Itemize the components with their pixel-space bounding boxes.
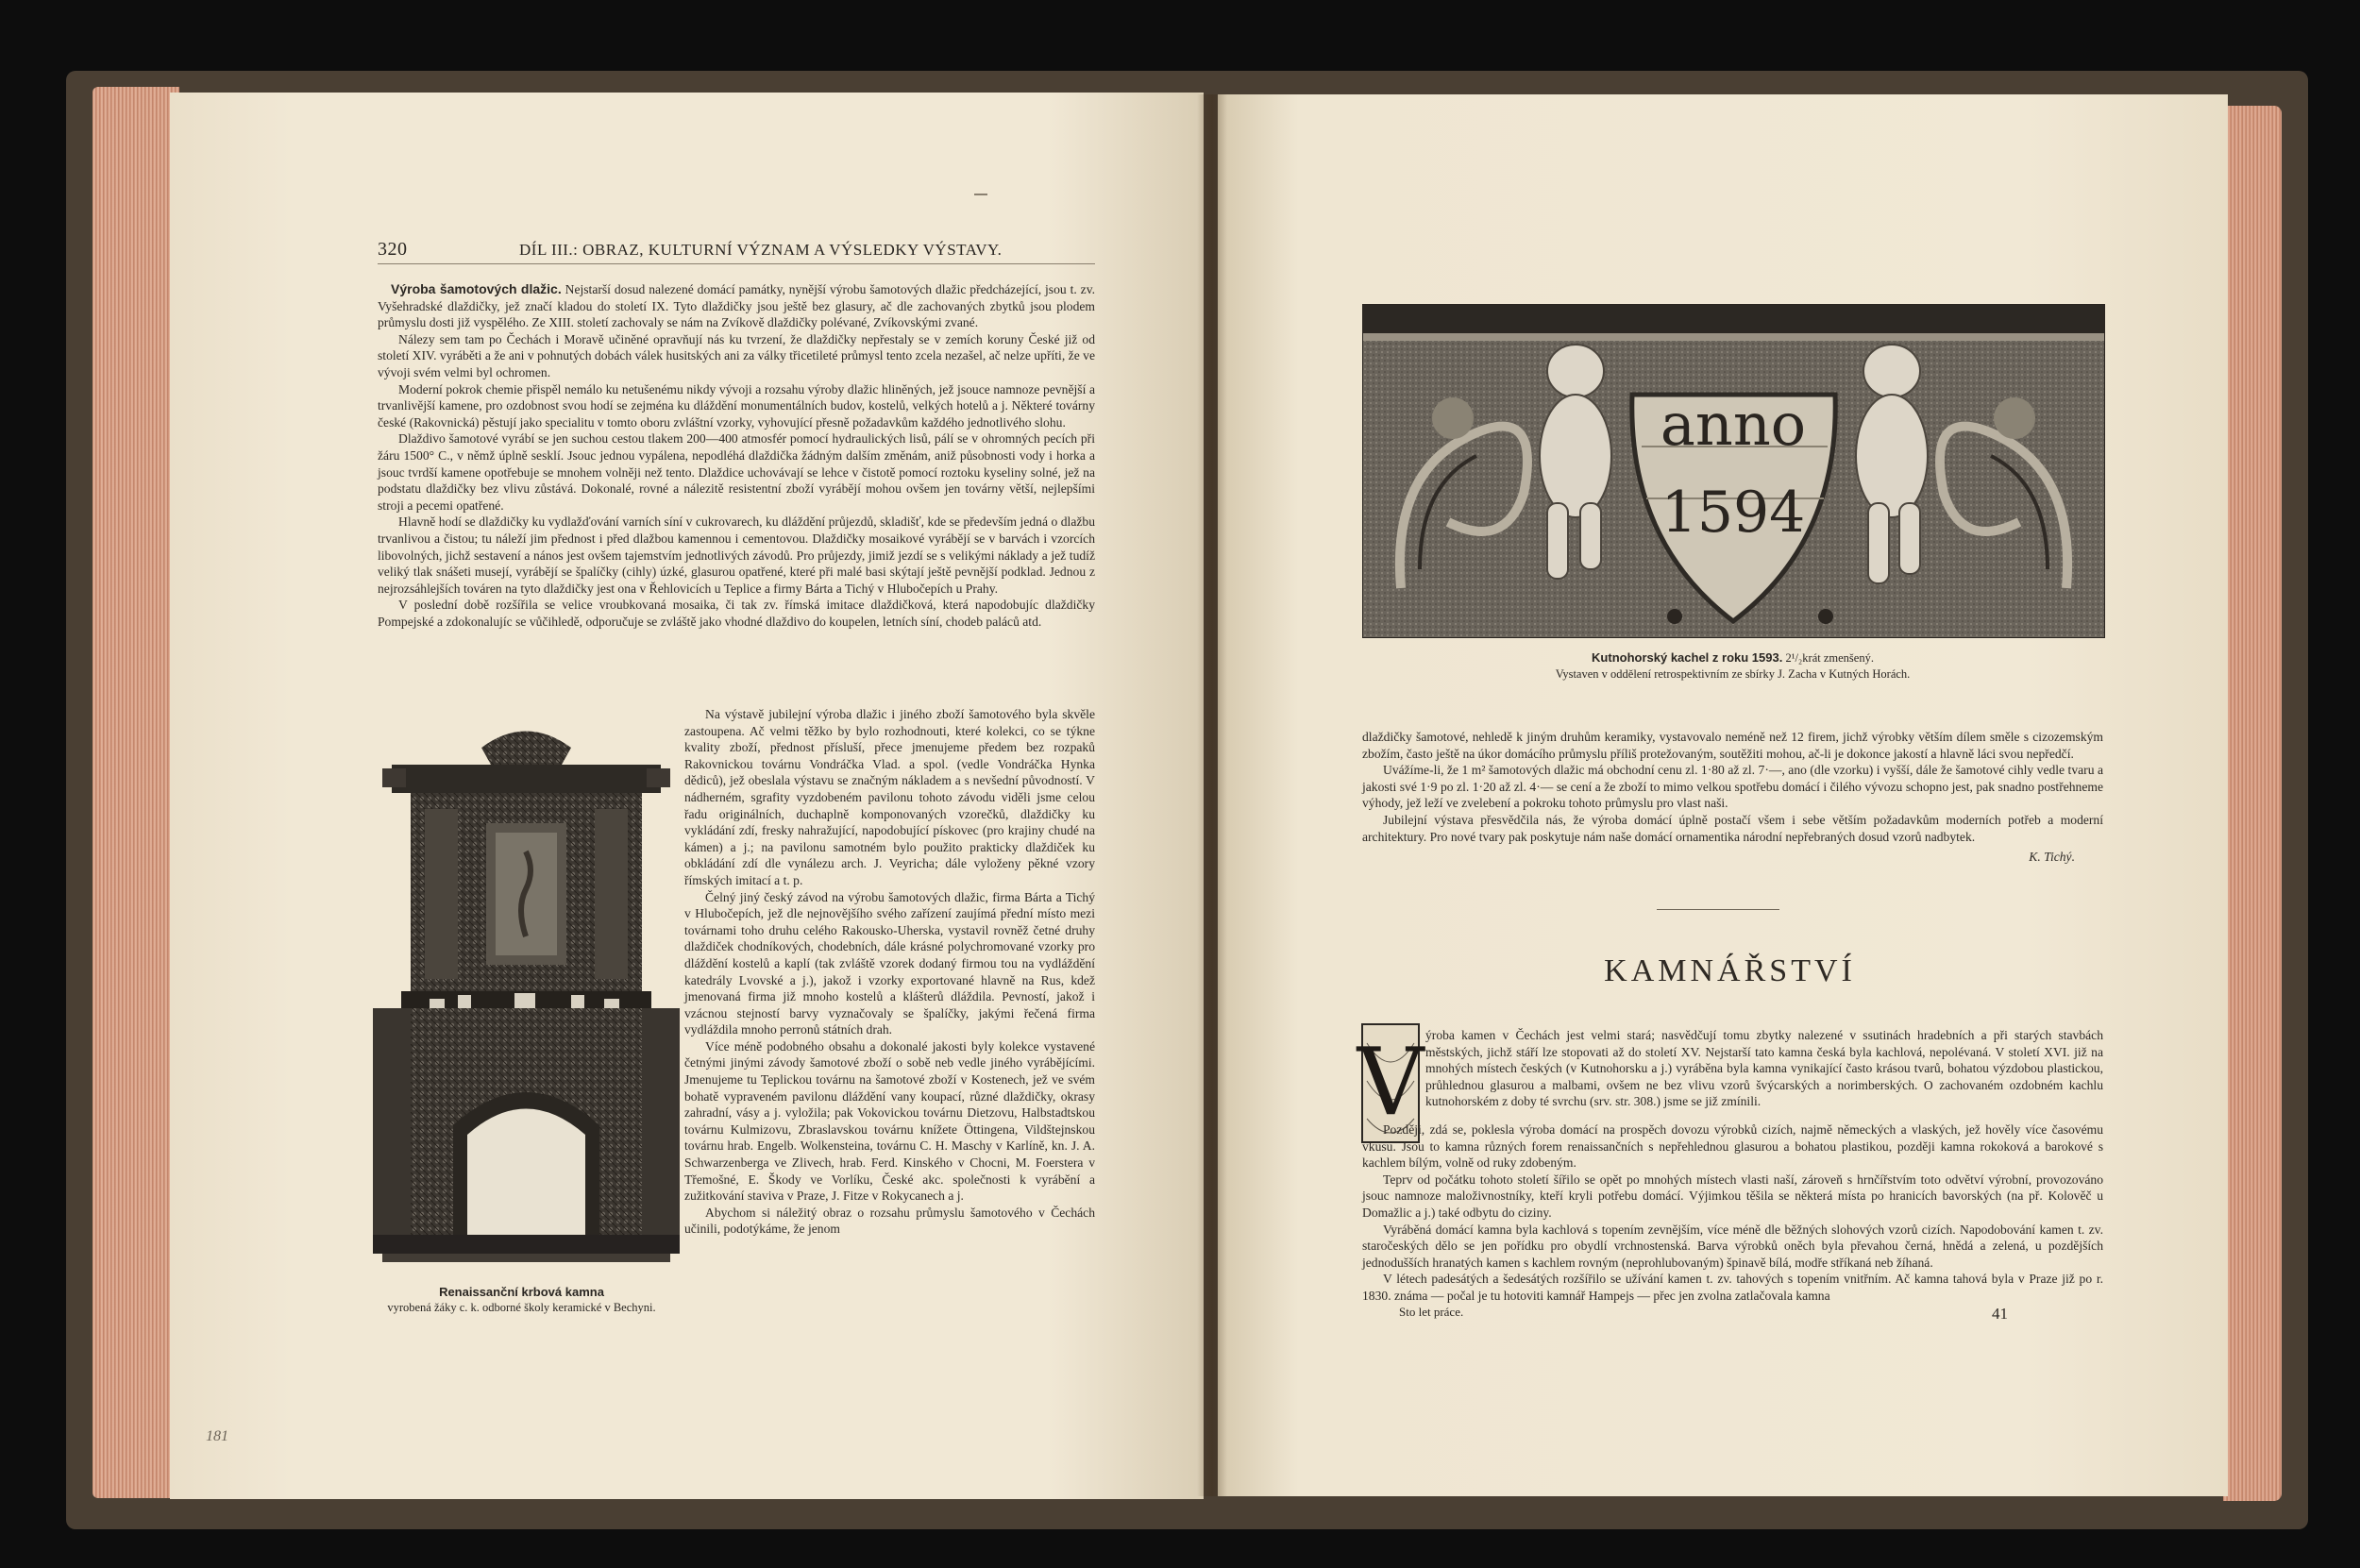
caption-scale: 2¹/₂krát zmenšený. bbox=[1785, 651, 1874, 665]
page-number-left: 320 bbox=[378, 239, 408, 260]
page-edges-left bbox=[93, 87, 179, 1498]
paragraph: Dlaždivo šamotové vyrábí se jen suchou cestou tlakem 200—400 atmosfér pomocí hydraulických lisů, pálí se v ohromných pecích při žáru 1500° C., v němž úplně sesklí. Jsouc jednou vypálena, nepodléhá dlaždička žádným dalším změnám, aniž působnosti vody i horka a jsouc tvrdší kamene opotřebuje se mnohem volněji než tento. Dlaždice uchovávají se lehce v čistotě pomocí roztoku kyseliny solné, jež na podstatu dlaždičky bez vlivu zůstává. Dokonalé, rovné a nálezitě resistentní zboží vyrábějí mohou ovšem jen továrny větší, nejlepšími stroji a pecemi opatřené. bbox=[378, 431, 1095, 513]
kamnarstvi-text bbox=[1362, 1121, 2103, 1305]
paragraph: Čelný jiný český závod na výrobu šamotových dlažic, firma Bárta a Tichý v Hlubočepích, jež dle nejnovějšího svého zařízení zaujímá přední místo mezi továrnami toho druhu celého Rakousko-Uherska, vystavil rovněž četné druhy dlaždiček chodníkových, chodebních, dále krásné polychromované vzorky pro dláždění kostelů a kaplí (tak zvláště vzorek dodaný firmou tou na vydláždění katedrály Lvovské a j.), jakož i vzorky exportované hlavně na Rus, kdež jmenovaná firma již mnoho kostelů a klášterů dláždila. Pevností, jakož i vzácnou stejností barvy vyznačovaly se špalíčky, jakými řečená firma vydláždila mnoho perronů státních drah. bbox=[684, 889, 1095, 1037]
paragraph: V poslední době rozšířila se velice vroubkovaná mosaika, či tak zv. římská imitace dlaždičková, která napodobujíc dlaždičky Pompejské a zdokonalujíc se vůčihledě, odporučuje se zvláště jako vhodné dlaždivo do koupelen, letních síní, chodeb paláců atd. bbox=[378, 598, 1095, 629]
caption-title: Renaissanční krbová kamna bbox=[439, 1285, 604, 1299]
kamnarstvi-intro bbox=[1425, 1027, 2103, 1110]
page-edges-right bbox=[2223, 106, 2282, 1501]
paragraph: Uvážíme-li, že 1 m² šamotových dlažic má obchodní cenu zl. 1·80 až zl. 7·—, ano (dle vzorku) i vyšší, dále že šamotové cihly vedle tvaru a jakosti své 1·9 po zl. 1·20 až zl. 4·— se cení a že zboží to mimo velkou spotřebu domácí i čilého vývozu schopno jest, pak snadno postřehneme výhody, jež leží ve zvelebení a pokroku tohoto průmyslu pro vlast naši. bbox=[1362, 763, 2103, 811]
author-signature: K. Tichý. bbox=[2029, 850, 2075, 865]
running-title: DÍL III.: OBRAZ, KULTURNÍ VÝZNAM A VÝSLEDKY VÝSTAVY. bbox=[519, 241, 1003, 259]
paragraph: Později, zdá se, poklesla výroba domácí na prospěch dovozu výrobků cizích, najmě německých a vlaských, jež hověly více časovému vkusu. Jsou to kamna různých forem renaissančních s nepřehlednou glasurou a bohatou plastikou, později kamna rokoková a barokové s kachlem bílým, volně od ruky zdobeným. bbox=[1362, 1122, 2103, 1171]
paragraph: Na výstavě jubilejní výroba dlažic i jiného zboží šamotového byla skvěle zastoupena. Ač velmi těžko by bylo rozhodnouti, které kolekci, co se týkne kvality zboží, přednost přísluší, přece jmenujeme předem bez rozpaků Rakovnickou továrnu Vondráčka Vlad. a spol. (vedle Vondráčka Hynka dědiců), jež obeslala výstavu se značným nákladem a s nevšední původností. V nádherném, sgrafity vyzdobeném pavilonu tohoto závodu viděli jsme celou řadu originálních, duchaplně komponovaných vzorečků, dlaždičky ku vykládání zdí, fresky nahražující, napodobující pískovec (pro krajiny chudé na kámen) a j.; na pavilonu samotném bylo použito prakticky dlaždiček ku obkládání zdí dle vynálezu arch. J. Veyricha; dále vyloženy pěkné vzory římských imitací a t. p. bbox=[684, 707, 1095, 887]
paragraph: Abychom si náležitý obraz o rozsahu průmyslu šamotového v Čechách učinili, podotýkáme, že jenom bbox=[684, 1205, 1095, 1237]
paragraph: Hlavně hodí se dlaždičky ku vydlažďování varních síní v cukrovarech, ku dláždění průjezdů, skladišť, kde se především jedná o dlažbu trvanlivou a čistou; tu náleží jim přednost i před dlažbou kamennou i cementovou. Dlaždičky mosaikové vyrábějí se v barvách i vzorcích libovolných, jichž sestavení a nános jest ovšem tajemstvím jednotlivých závodů. Pro průjezdy, jimiž jezdí se s velikými náklady a jež tudíž veliký tlak snášeti musejí, vyrábějí se špalíčky (cihly) úzké, glasurou opatřené, které při malé basi skýtají ještě pevnější podklad. Jednou z nejrozsáhlejších továren na tyto dlaždičky jest ona v Řehlovicích u Teplice a firmy Bárta a Tichý v Hlubočepích u Prahy. bbox=[378, 514, 1095, 596]
page-number-right: 41 bbox=[1992, 1305, 2008, 1323]
paragraph: Teprv od počátku tohoto století šířilo se opět po mnohých místech vlasti naší, zároveň s hrnčířstvím toto odvětví výrobní, provozováno jsouc namnoze maloživnostníky, kteří kryli potřebu domácí. Výjimkou těšila se některá místa po hranicích bavorských (na př. Kolověč u Domažlic a j.) také odbytu do ciziny. bbox=[1362, 1172, 2103, 1220]
paragraph: dlaždičky šamotové, nehledě k jiným druhům keramiky, vystavovalo neméně než 12 firem, jichž výrobky větším dílem směle s cizozemským zbožím, často ještě na úkor domácího průmyslu příliš protežovaným, soutěžiti mohou, ač-li je dokonce jakostí a hlavně láci svou nepředčí. bbox=[1362, 730, 2103, 761]
caption-title: Kutnohorský kachel z roku 1593. bbox=[1592, 650, 1783, 665]
caption-subtitle: Vystaven v oddělení retrospektivním ze sbírky J. Zacha v Kutných Horách. bbox=[1555, 667, 1911, 681]
tile-word-text: anno bbox=[1660, 390, 1807, 459]
book-gutter bbox=[1197, 94, 1227, 1496]
caption-subtitle: vyrobená žáky c. k. odborné školy keramické v Bechyni. bbox=[387, 1301, 656, 1314]
fireplace-stove-illustration bbox=[373, 719, 680, 1262]
tile-illustration bbox=[1362, 304, 2105, 638]
running-header bbox=[378, 239, 1095, 264]
tile-relief-graphic bbox=[1363, 305, 2104, 637]
stove-caption bbox=[359, 1284, 684, 1316]
paragraph: Vyráběná domácí kamna byla kachlová s topením zevnějším, více méně dle běžných slohových vzorů cizích. Napodobování kamen t. zv. staročeských dělo se jen pořídku pro obydlí vrchnostenská. Barva výrobků oněch byla převahou černá, hnědá a zelená, u pozdějších jednodušších hranatých kamen s kachlem rovným (neprohlubovaným) špinavě bílá, modře stříkaná neb žíhaná. bbox=[1362, 1222, 2103, 1270]
pencil-note: 181 bbox=[206, 1428, 228, 1444]
page-mark bbox=[974, 194, 987, 195]
paragraph-text: Nejstarší dosud nalezené domácí památky, nynější výrobu šamotových dlažic předcházející, jsou t. zv. Vyšehradské dlaždičky, jež značí kladou do století IX. Tyto dlaždičky jsou ještě bez glasury, ač dle zachovaných zbytků jsou plodem průmyslu dosti již vyspělého. Ze XIII. století zachovaly se nám na Zvíkově dlaždičky polévané, Zvíkovskými zvané. bbox=[378, 282, 1096, 330]
tile-caption bbox=[1362, 649, 2103, 683]
section-lead: Výroba šamotových dlažic. bbox=[391, 281, 562, 296]
left-text-top bbox=[378, 281, 1095, 630]
footer-signature: Sto let práce. bbox=[1399, 1305, 1464, 1319]
section-divider bbox=[1657, 909, 1779, 910]
paragraph: Více méně podobného obsahu a dokonalé jakosti byly kolekce vystavené četnými jinými závody šamotové zboží o sobě neb vedle jiného vyrábějícími. Jmenujeme tu Teplickou továrnu na šamotové zboží v Kostenech, jež ve svém bohatě vypraveném pavilonu dláždění vany koupací, různé dlaždičky, okrasy zahradní, vásy a j. vyložila; pak Vokovickou továrnu Dietzovu, Halbstadtskou továrnu Kulmizovu, Zbraslavskou továrnu knížete Öttingena, Vildštejnskou továrnu hrab. Engelb. Wolkensteina, továrnu C. H. Maschy v Karlíně, kn. J. A. Schwarzenberga ve Zlivech, hrab. Ferd. Kinského v Chocni, M. Foerstera v Třemošné, E. Škody ve Vorlíku, České akc. společnosti k vyrábění a zužitkování staviva v Praze, J. Fitze v Rokycanech a j. bbox=[684, 1038, 1095, 1204]
paragraph bbox=[378, 281, 1095, 331]
paragraph: Jubilejní výstava přesvědčila nás, že výroba domácí úplně postačí všem i sebe větším požadavkům moderních potřeb a moderní architektury. Pro nové tvary pak poskytuje nám naše domácí ornamentika národní nepřebraných dosud vzorů nadbytek. bbox=[1362, 812, 2103, 844]
tile-year-text: 1594 bbox=[1660, 480, 1806, 546]
paragraph: V létech padesátých a šedesátých rozšířilo se užívání kamen t. zv. tahových s topením vnitřním. Ač kamna tahová byla v Praze již po r. 1830. známa — počal je tu hotoviti kamnář Hampejs — přec jen zvolna zatlačovala kamna bbox=[1362, 1272, 2103, 1303]
paragraph: Nálezy sem tam po Čechách i Moravě učiněné opravňují nás ku tvrzení, že dlaždičky nepřestaly se v zemích koruny České již od století XIV. vyráběti a že ani v pohnutých dobách válek husitských ani za války třicetileté průmysl tento zcela nezašel, ač nelze upříti, že ve vývoji svém velmi byl ochromen. bbox=[378, 331, 1095, 379]
paragraph: ýroba kamen v Čechách jest velmi stará; nasvědčují tomu zbytky nalezené v ssutinách hradebních a při starých stavbách městských, jichž stáří lze stopovati až do století XV. Nejstarší tato kamna česká byla kachlová, nepolévaná. V století XVI. již na mnohých místech českých (v Kutnohorsku a j.) vyráběna byla kamna vynikající často krásou tvarů, bohatou výzdobou plastickou, průhlednou glasurou a malbami, ovšem ne bez vlivu vzorů švýcarských a norimberských. O zachovaném ozdobném kachlu kutnohorském z doby té svrchu (srv. str. 308.) jsme se již zmínili. bbox=[1425, 1028, 2103, 1109]
paragraph: Moderní pokrok chemie přispěl nemálo ku netušenému nikdy vývoji a rozsahu výroby dlažic hliněných, jež jsouce namnoze pevnější a trvanlivější kamene, pro ozdobnost svou hodí se zejména ku dláždění monumentálních budov, kostelů, velkých hotelů a j. Některé továrny české (Rakovnická) pěstují jako specialitu v tomto oboru zvláštní vzorky, vyhovující přesně požadavkům každého jednotlivého slohu. bbox=[378, 381, 1095, 430]
left-text-column bbox=[684, 706, 1095, 1238]
right-text-top bbox=[1362, 729, 2103, 866]
section-title: KAMNÁŘSTVÍ bbox=[1604, 953, 1856, 988]
dropcap-letter: V bbox=[1357, 1029, 1424, 1137]
